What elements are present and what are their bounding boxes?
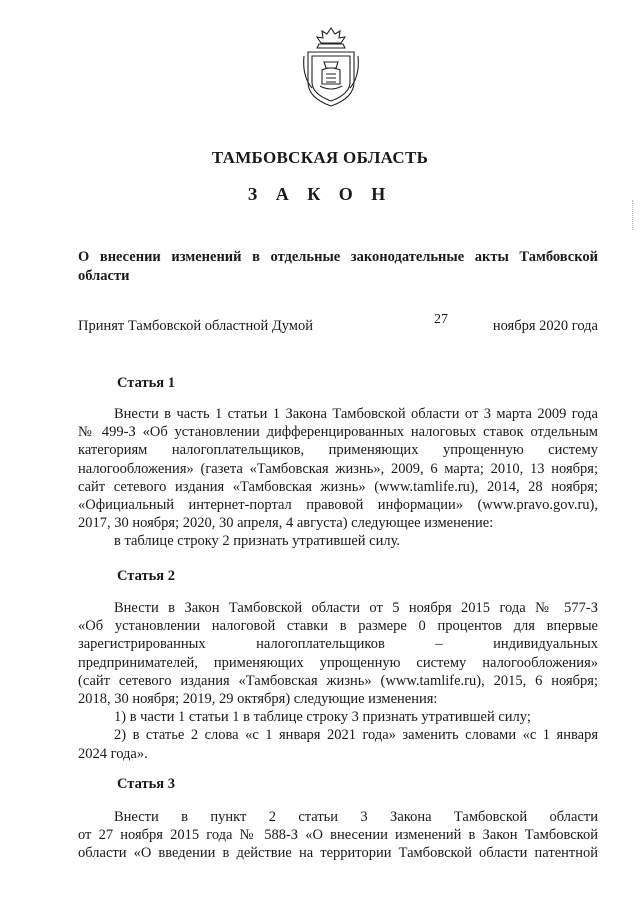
text-line: в таблице строку 2 признать утратившей силу. (114, 533, 401, 550)
adoption-label: Принят Тамбовской областной Думой (78, 318, 313, 334)
text-line: предпринимателей, применяющих упрощенную систему налогообложения» (78, 654, 598, 671)
text-line: категориям налогоплательщиков, применяющих упрощенную систему (78, 442, 598, 459)
text-line: 2) в статье 2 слова «с 1 января 2021 года» заменить словами «с 1 января (114, 727, 598, 744)
text-line: зарегистрированных налогоплательщиков – индивидуальных (78, 636, 598, 653)
text-line: «Об установлении налоговой ставки в размере 0 процентов для впервые (78, 618, 598, 635)
region-title: ТАМБОВСКАЯ ОБЛАСТЬ (211, 148, 429, 167)
text-line: Внести в пункт 2 статьи 3 Закона Тамбовской области (114, 809, 598, 825)
article-3-text (78, 808, 598, 863)
article-2-heading: Статья 2 (117, 568, 175, 584)
article-1-heading: Статья 1 (117, 375, 175, 391)
text-line: налогообложения» (газета «Тамбовская жизнь», 2009, 6 марта; 2010, 13 ноября; (78, 460, 598, 477)
adoption-day: 27 (434, 312, 448, 327)
article-1-text (78, 405, 598, 551)
text-line: № 499-З «Об установлении дифференцированных налоговых ставок отдельным (78, 424, 598, 441)
text-line: (сайт сетевого издания «Тамбовская жизнь» (www.tamlife.ru), 2015, 6 ноября; (78, 672, 598, 689)
text-line: Внести в часть 1 статьи 1 Закона Тамбовской области от 3 марта 2009 года (114, 406, 598, 422)
text-line: 2017, 30 ноября; 2020, 30 апреля, 4 августа) следующее изменение: (78, 515, 494, 532)
article-2-text (78, 599, 598, 763)
adoption-month-year: ноября 2020 года (492, 318, 598, 334)
coat-of-arms-emblem (302, 26, 360, 108)
text-line: области «О введении в действие на территории Тамбовской области патентной (78, 845, 598, 862)
text-line: «Официальный интернет-портал правовой информации» (www.pravo.gov.ru), (78, 497, 598, 514)
text-line: 2018, 30 ноября; 2019, 29 октября) следующие изменения: (78, 691, 438, 708)
text-line: 2024 года». (78, 745, 148, 762)
text-line: 1) в части 1 статьи 1 в таблице строку 3 признать утратившей силу; (114, 709, 531, 726)
text-line: сайт сетевого издания «Тамбовская жизнь» (www.tamlife.ru), 2014, 28 ноября; (78, 478, 598, 495)
article-3-heading: Статья 3 (117, 776, 175, 792)
law-subject: О внесении изменений в отдельные законодательные акты Тамбовской области (78, 249, 598, 284)
scan-margin-mark (632, 200, 636, 230)
text-line: Внести в Закон Тамбовской области от 5 ноября 2015 года № 577-З (114, 600, 598, 616)
text-line: от 27 ноября 2015 года № 588-З «О внесении изменений в Закон Тамбовской (78, 827, 598, 844)
document-type-title: З А К О Н (247, 184, 393, 204)
